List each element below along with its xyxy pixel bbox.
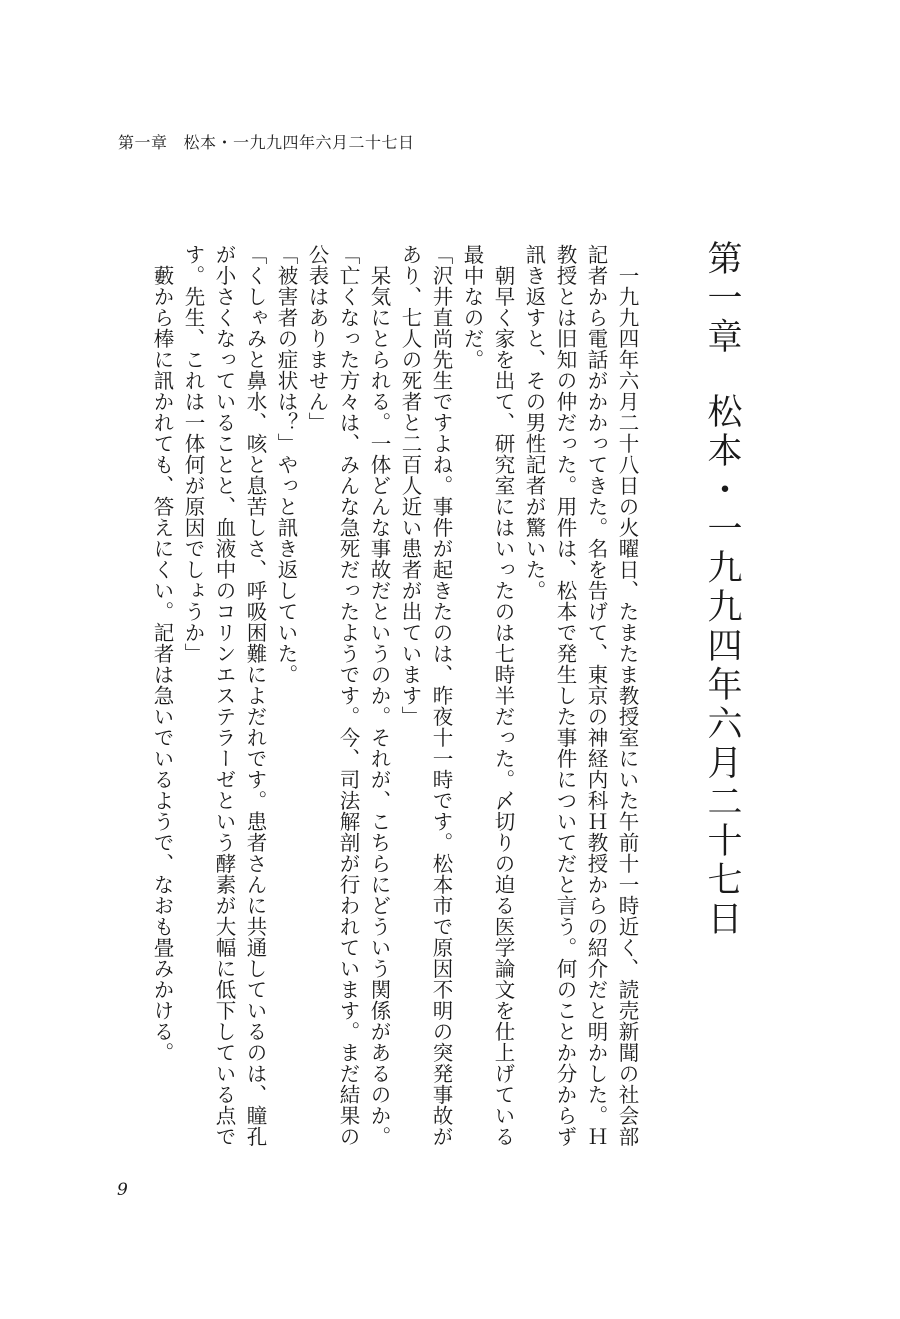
paragraph: 朝早く家を出て、研究室にはいったのは七時半だった。〆切りの迫る医学論文を仕上げている最中なのだ。 xyxy=(460,244,515,1147)
chapter-number: 第一章 xyxy=(702,240,742,357)
paragraph: 一九九四年六月二十八日の火曜日、たまたま教授室にいた午前十一時近く、読売新聞の社会部記者から電話がかかってきた。名を告げて、東京の神経内科Ｈ教授からの紹介だと明かした。Ｈ教授とは旧知の仲だった。用件は、松本で発生した事件についてだと言う。何のことか分からず訊き返すと、その男性記者が驚いた。 xyxy=(522,244,639,1147)
paragraph: 「被害者の症状は？」やっと訊き返していた。 xyxy=(274,244,298,685)
chapter-subtitle: 松本・一九九四年六月二十七日 xyxy=(702,393,742,939)
chapter-title xyxy=(702,240,742,939)
paragraph: 「くしゃみと鼻水、咳と息苦しさ、呼吸困難によだれです。患者さんに共通しているのは、瞳孔が小さくなっていることと、血液中のコリンエステラーゼという酵素が大幅に低下している点です。先生、これは一体何が原因でしょうか」 xyxy=(181,244,267,1147)
paragraph: 「亡くなった方々は、みんな急死だったようです。今、司法解剖が行われています。まだ結果の公表はありません」 xyxy=(305,244,360,1147)
body-text xyxy=(82,244,642,1164)
paragraph: 藪から棒に訊かれても、答えにくい。記者は急いでいるようで、なおも畳みかける。 xyxy=(150,244,174,1063)
paragraph: 呆気にとられる。一体どんな事故だというのか。それが、こちらにどういう関係があるのか。 xyxy=(367,244,391,1147)
running-header-title: 松本・一九九四年六月二十七日 xyxy=(183,133,415,152)
running-header-chapter: 第一章 xyxy=(118,133,168,152)
page-number: 9 xyxy=(117,1180,128,1200)
paragraph: 「沢井直尚先生ですよね。事件が起きたのは、昨夜十一時です。松本市で原因不明の突発事故があり、七人の死者と二百人近い患者が出ています」 xyxy=(398,244,453,1147)
running-header xyxy=(118,130,415,153)
